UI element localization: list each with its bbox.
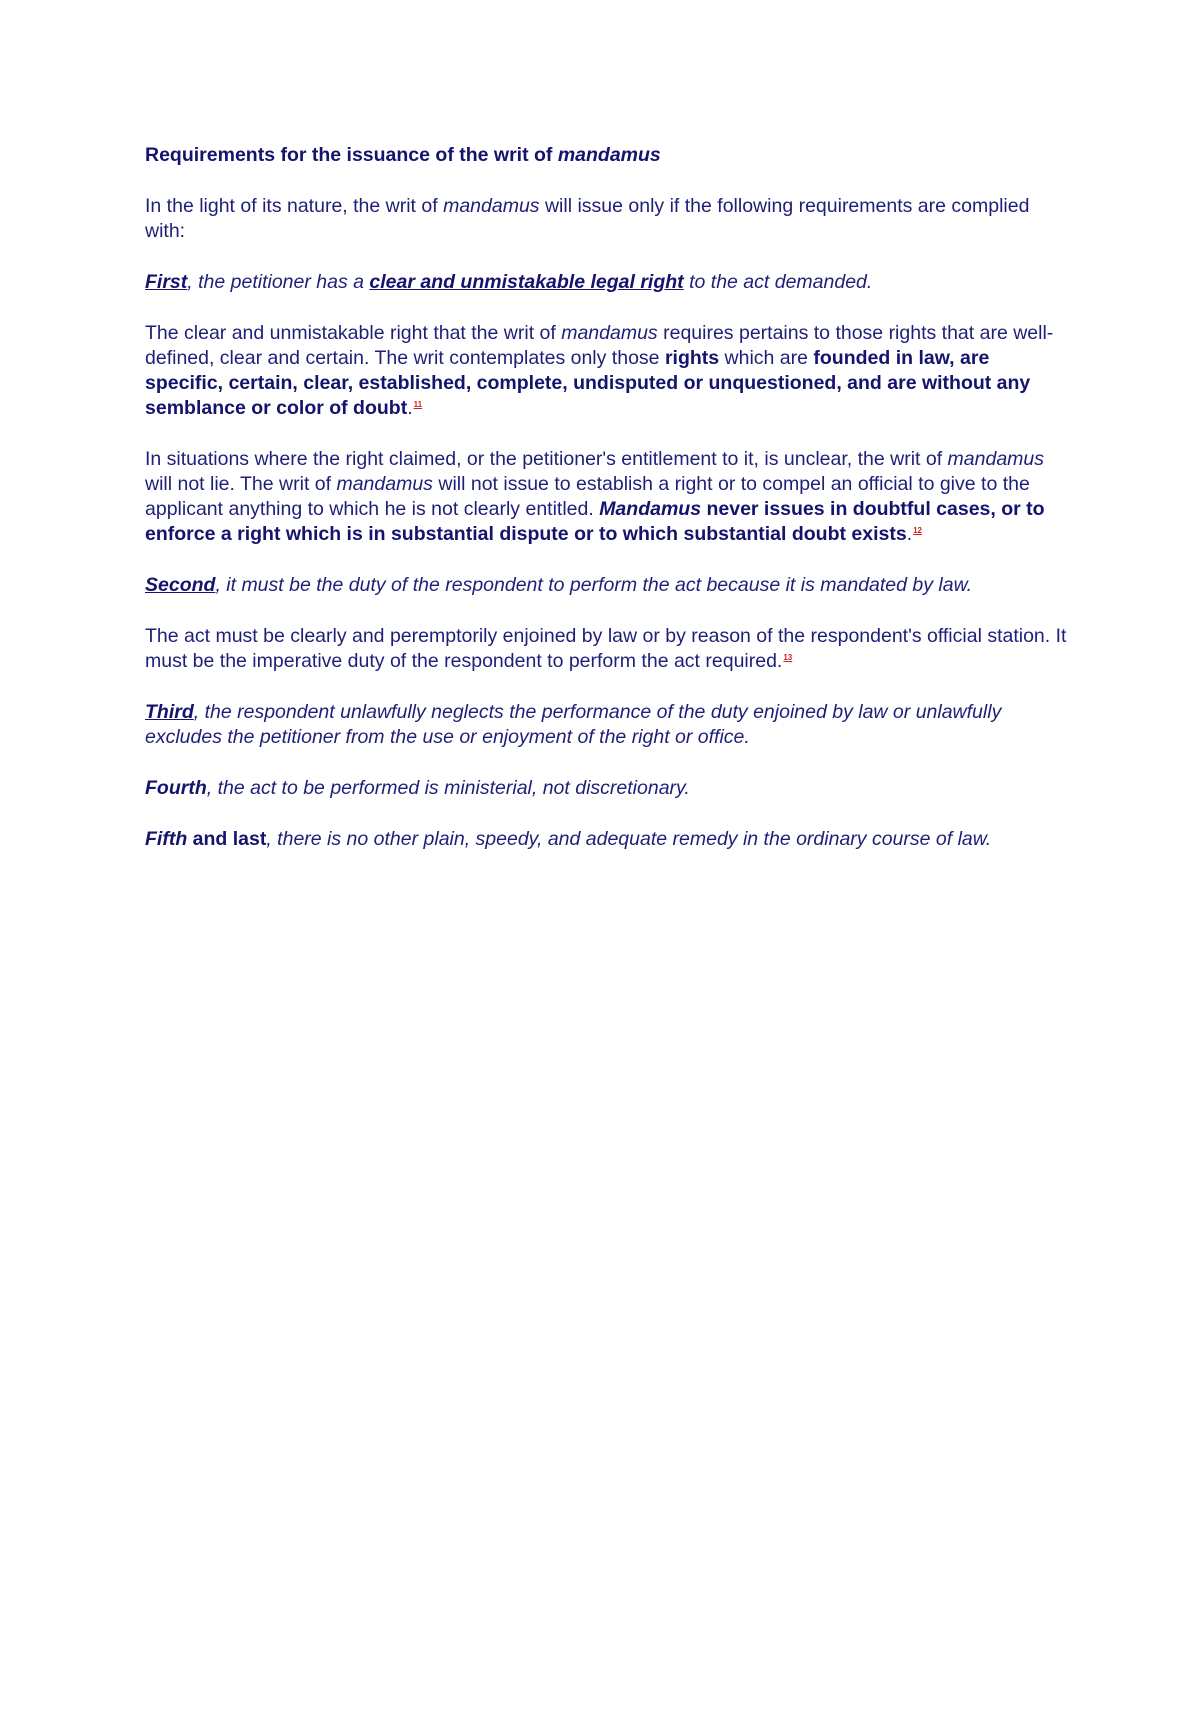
requirement-label-fifth-suffix: and last [187, 828, 267, 850]
intro-italic-term: mandamus [443, 195, 540, 217]
clear-right-italic-term: mandamus [561, 322, 658, 344]
footnote-link-11[interactable]: 11 [413, 399, 423, 409]
duty-paragraph [145, 624, 1070, 674]
duty-text: The act must be clearly and peremptorily enjoined by law or by reason of the respondent's official station. It must be the imperative duty of the respondent to perform the act required. [145, 625, 1067, 672]
requirement-first-text-b: to the act demanded. [683, 271, 873, 293]
unclear-text-a: In situations where the right claimed, or the petitioner's entitlement to it, is unclear, the writ of [145, 448, 948, 470]
requirement-first-text-a: , the petitioner has a [187, 271, 370, 293]
unclear-italic-term-1: mandamus [947, 448, 1045, 470]
requirement-label-first: First [145, 271, 188, 293]
clear-right-text-d: . [407, 397, 413, 419]
unclear-text-b: will not lie. The writ of [145, 473, 337, 495]
requirement-label-third: Third [145, 701, 194, 723]
intro-paragraph [145, 194, 1070, 244]
requirement-label-fourth: Fourth [145, 777, 207, 799]
footnote-link-12[interactable]: 12 [913, 525, 923, 535]
requirement-label-fifth: Fifth [145, 828, 188, 850]
clear-right-text-b: requires pertains to those rights that are well-defined, clear and certain. The writ contemplates only those [145, 322, 1054, 369]
unclear-text-c: will not issue to establish a right or to compel an official to give to the applicant anything to which he is not clearly entitled. [145, 473, 1030, 520]
heading-text: Requirements for the issuance of the writ of [145, 144, 558, 166]
clear-right-bold-2: founded in law, are specific, certain, clear, established, complete, undisputed or unquestioned, and are without any semblance or color of doubt [145, 347, 1031, 419]
requirement-second [145, 573, 1070, 598]
requirement-third [145, 700, 1070, 750]
intro-text-a: In the light of its nature, the writ of [145, 195, 444, 217]
clear-right-paragraph [145, 321, 1070, 421]
unclear-bolditalic-term: Mandamus [599, 498, 702, 520]
clear-right-text-a: The clear and unmistakable right that the writ of [145, 322, 562, 344]
clear-right-text-c: which are [719, 347, 814, 369]
requirement-first [145, 270, 1070, 295]
heading-italic-term: mandamus [557, 144, 661, 166]
unclear-text-d: . [906, 523, 913, 545]
clear-right-bold-1: rights [664, 347, 720, 369]
requirement-first-emphasis: clear and unmistakable legal right [369, 271, 684, 293]
requirement-fourth [145, 776, 1070, 801]
requirement-third-text: , the respondent unlawfully neglects the performance of the duty enjoined by law or unlawfully excludes the petitioner from the use or enjoyment of the right or office. [145, 701, 1002, 748]
requirement-fourth-text: , the act to be performed is ministerial, not discretionary. [206, 777, 690, 799]
requirement-label-second: Second [145, 574, 216, 596]
requirement-fifth-text: , there is no other plain, speedy, and adequate remedy in the ordinary course of law. [266, 828, 992, 850]
document-body [145, 143, 1070, 878]
unclear-bold-text: never issues in doubtful cases, or to enforce a right which is in substantial dispute or to which substantial doubt exists [145, 498, 1045, 545]
unclear-italic-term-2: mandamus [336, 473, 433, 495]
footnote-link-13[interactable]: 13 [783, 652, 793, 662]
intro-text-b: will issue only if the following requirements are complied with: [145, 195, 1030, 242]
unclear-right-paragraph [145, 447, 1070, 547]
section-heading [145, 143, 1070, 168]
requirement-fifth [145, 827, 1070, 852]
requirement-second-text: , it must be the duty of the respondent to perform the act because it is mandated by law. [215, 574, 973, 596]
